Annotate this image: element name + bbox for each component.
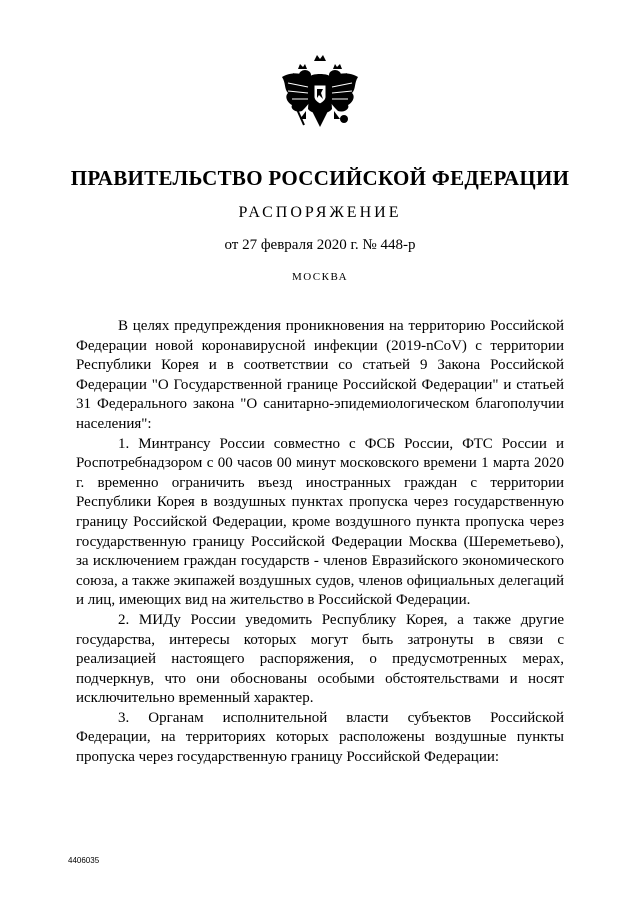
russian-coat-of-arms-icon [274, 53, 366, 139]
document-date-number: от 27 февраля 2020 г. № 448-р [224, 237, 416, 253]
document-type: РАСПОРЯЖЕНИЕ [238, 204, 402, 221]
preamble-paragraph: В целях предупреждения проникновения на территорию Российской Федерации новой коронавирусной инфекции (2019-nCoV) с территории Республики Корея и в соответствии со статьей 9 Закона Российской Федерации "О Государственной границе Российской Федерации" и статьей 31 Федерального закона "О санитарно-эпидемиологическом благополучии населения": [76, 318, 564, 432]
document-code: 4406035 [68, 856, 100, 865]
document-city: МОСКВА [291, 271, 349, 283]
clause-2-paragraph: 2. МИДу России уведомить Республику Корея, а также другие государства, интересы которых могут быть затронуты в связи с реализацией настоящего распоряжения, о предусмотренных мерах, подчеркнув, что они обоснованы особыми обстоятельствами и носят исключительно временный характер. [76, 611, 564, 707]
document-body [76, 317, 564, 768]
clause-1-paragraph: 1. Минтрансу России совместно с ФСБ России, ФТС России и Роспотребнадзором с 00 часов 00 минут московского времени 1 марта 2020 г. временно ограничить въезд иностранных граждан с территории Республики Корея в воздушных пунктах пропуска через государственную границу Российской Федерации, кроме воздушного пункта пропуска через государственную границу Российской Федерации Москва (Шереметьево), за исключением граждан государств - членов Евразийского экономического союза, а также экипажей воздушных судов, членов официальных делегаций и лиц, имеющих вид на жительство в Российской Федерации. [76, 435, 564, 609]
government-title: ПРАВИТЕЛЬСТВО РОССИЙСКОЙ ФЕДЕРАЦИИ [70, 166, 570, 190]
coat-of-arms-emblem [274, 53, 366, 139]
clause-3-paragraph: 3. Органам исполнительной власти субъектов Российской Федерации, на территориях которых расположены воздушные пункты пропуска через государственную границу Российской Федерации: [76, 709, 564, 766]
